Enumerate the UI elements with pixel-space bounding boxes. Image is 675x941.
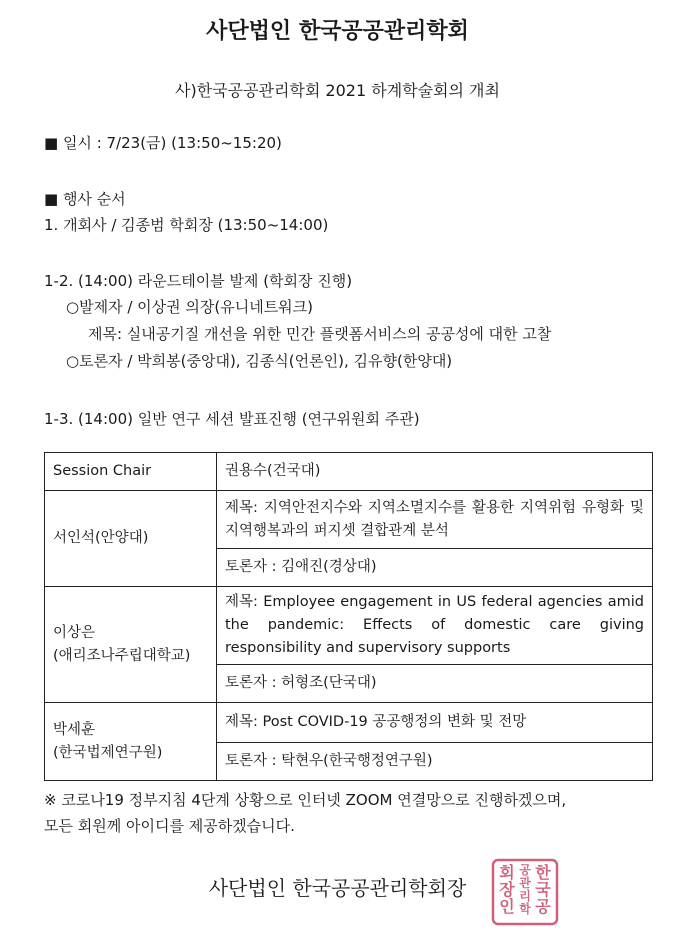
session-chair-label: Session Chair bbox=[45, 453, 217, 491]
program-item-2-discussants: ○토론자 / 박희봉(중앙대), 김종식(언론인), 김유향(한양대) bbox=[66, 352, 453, 370]
seal-glyph: 회 bbox=[499, 863, 515, 882]
session-3-presenter bbox=[45, 703, 217, 781]
session-2-discussant: 토론자 : 허형조(단국대) bbox=[217, 665, 653, 703]
seal-glyph: 공 bbox=[535, 897, 551, 916]
session-chair-name: 권용수(건국대) bbox=[217, 453, 653, 491]
seal-glyph: 리 bbox=[519, 889, 531, 903]
date-line: ■ 일시 : 7/23(금) (13:50~15:20) bbox=[44, 134, 282, 152]
document-subtitle: 사)한국공공관리학회 2021 하계학술회의 개최 bbox=[175, 81, 500, 100]
seal-glyph: 장 bbox=[499, 880, 515, 899]
footer-signature: 사단법인 한국공공관리학회장 bbox=[208, 876, 467, 900]
seal-glyph: 학 bbox=[519, 902, 531, 916]
session-table bbox=[44, 452, 653, 781]
session-2-presenter-name: 이상은 bbox=[53, 624, 96, 641]
session-3-presenter-name: 박세훈 bbox=[53, 721, 96, 738]
program-item-2-topic: 제목: 실내공기질 개선을 위한 민간 플랫폼서비스의 공공성에 대한 고찰 bbox=[88, 325, 552, 343]
session-2-presenter-affiliation: (애리조나주립대학교) bbox=[53, 647, 191, 664]
program-item-3-heading: 1-3. (14:00) 일반 연구 세션 발표진행 (연구위원회 주관) bbox=[44, 410, 420, 428]
session-3-presenter-affiliation: (한국법제연구원) bbox=[53, 744, 163, 761]
session-1-presenter: 서인석(안양대) bbox=[45, 491, 217, 587]
official-seal-icon bbox=[491, 858, 559, 926]
program-item-1: 1. 개회사 / 김종범 학회장 (13:50~14:00) bbox=[44, 216, 329, 234]
session-3-discussant: 토론자 : 탁현우(한국행정연구원) bbox=[217, 743, 653, 781]
program-item-2-heading: 1-2. (14:00) 라운드테이블 발제 (학회장 진행) bbox=[44, 272, 353, 290]
seal-glyph: 국 bbox=[535, 880, 551, 899]
table-row bbox=[45, 453, 653, 491]
notice-line-1: ※ 코로나19 정부지침 4단계 상황으로 인터넷 ZOOM 연결망으로 진행하겠으며, bbox=[44, 791, 567, 809]
table-row bbox=[45, 703, 653, 743]
seal-glyph: 인 bbox=[499, 897, 515, 916]
session-3-title: 제목: Post COVID-19 공공행정의 변화 및 전망 bbox=[217, 703, 653, 743]
program-heading: ■ 행사 순서 bbox=[44, 190, 126, 208]
table-row bbox=[45, 491, 653, 549]
notice-line-2: 모든 회원께 아이디를 제공하겠습니다. bbox=[44, 817, 295, 835]
session-1-title: 제목: 지역안전지수와 지역소멸지수를 활용한 지역위험 유형화 및 지역행복과의 퍼지셋 결합관계 분석 bbox=[217, 491, 653, 549]
session-1-discussant: 토론자 : 김애진(경상대) bbox=[217, 549, 653, 587]
seal-glyph: 공 bbox=[519, 863, 531, 877]
program-item-2-presenter: ○발제자 / 이상권 의장(유니네트워크) bbox=[66, 298, 314, 316]
seal-glyph: 한 bbox=[535, 863, 551, 882]
seal-glyph: 관 bbox=[519, 876, 531, 890]
session-2-presenter bbox=[45, 587, 217, 703]
table-row bbox=[45, 587, 653, 665]
document-title: 사단법인 한국공공관리학회 bbox=[206, 19, 469, 44]
session-2-title: 제목: Employee engagement in US federal agencies amid the pandemic: Effects of domestic care giving responsibility and supervisory supports bbox=[217, 587, 653, 665]
